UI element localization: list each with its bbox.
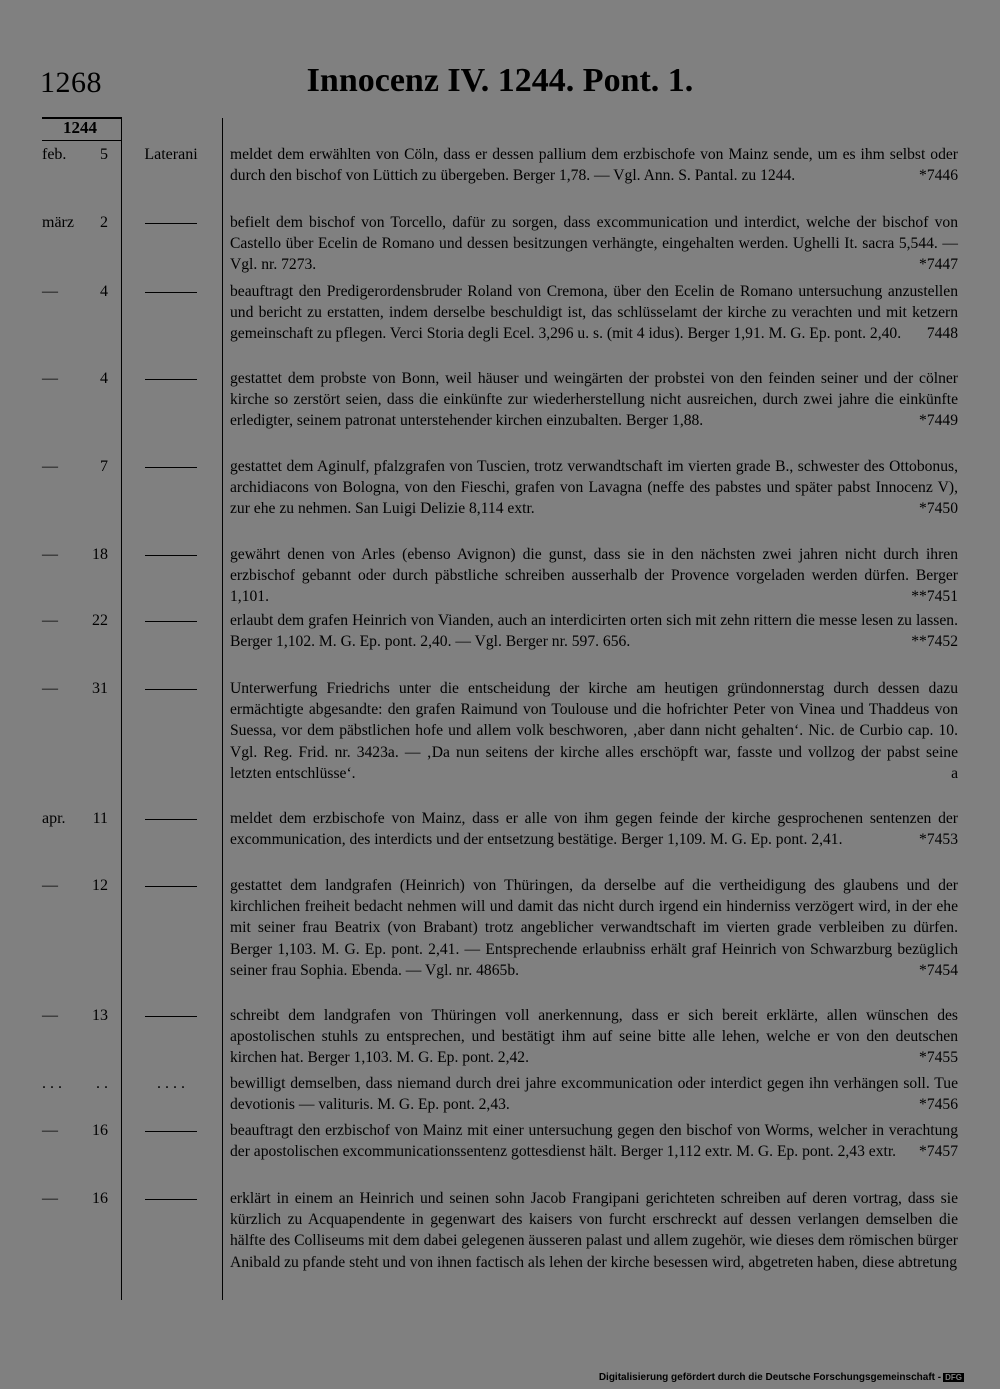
entry-body: meldet dem erwählten von Cöln, dass er dessen pallium dem erzbischofe von Mainz sende, um es ihm selbst oder durch den bischof von Lüttich zu übergeben. Berger 1,78. — Vgl. Ann. S. Pantal. zu 1244. (230, 146, 958, 185)
page-header (40, 62, 960, 112)
entry-text (230, 1120, 958, 1162)
entry-month: — (42, 1190, 58, 1207)
entry-body: gestattet dem Aginulf, pfalzgrafen von Tuscien, trotz verwandtschaft im vierten grade B., schwester des Ottobonus, archidiacons von Bologna, von den Fieschi, grafen von Lavagna (neffe des pabstes und später pabst Innocenz V), zur ehe zu nehmen. San Luigi Delizie 8,114 extr. (230, 458, 958, 518)
entry-month: märz (42, 214, 74, 231)
entry-place (126, 1005, 216, 1026)
entry-number: *7449 (919, 412, 958, 430)
entry-month: — (42, 458, 58, 475)
ditto-dash (145, 886, 197, 887)
entry-number: **7451 (911, 588, 958, 606)
entry-date (42, 144, 108, 165)
entry-date (42, 1188, 108, 1209)
entry-place: . . . . (157, 1075, 185, 1092)
entry-month: — (42, 546, 58, 563)
entry-body: befielt dem bischof von Torcello, dafür zu sorgen, dass excommunication und interdict, welche der bischof von Castello über Ecelin de Romano und dessen besitzungen verhängte, eingehalten werden. Ughelli It. sacra 5,544. — Vgl. nr. 7273. (230, 214, 958, 274)
ditto-dash (145, 1016, 197, 1017)
entry-text (230, 1188, 958, 1273)
entry-month: — (42, 283, 58, 300)
page-number: 1268 (40, 66, 102, 99)
entry-body: bewilligt demselben, dass niemand durch drei jahre excommunication oder interdict gegen ihn verhängen soll. Tue devotionis — valituris. M. G. Ep. pont. 2,43. (230, 1075, 958, 1114)
ditto-dash (145, 1131, 197, 1132)
entry-number: *7457 (919, 1143, 958, 1161)
entry-place: Laterani (144, 146, 198, 163)
entry-month: . . . (42, 1075, 62, 1092)
ditto-dash (145, 1199, 197, 1200)
entry-day: 16 (92, 1190, 108, 1207)
entry-body: beauftragt den erzbischof von Mainz mit einer untersuchung gegen den bischof von Worms, welcher in verachtung der apostolischen excommunicationssentenz gottesdienst hält. Berger 1,112 extr. M. G. Ep. pont. 2,43 extr. (230, 1122, 958, 1161)
entry-body: meldet dem erzbischofe von Mainz, dass er alle von ihm gegen feinde der kirche gesprochenen sentenzen der excommunication, des interdicts und der entsetzung bestätige. Berger 1,109. M. G. Ep. pont. 2,41. (230, 810, 958, 849)
ditto-dash (145, 292, 197, 293)
entry-month: apr. (42, 810, 66, 827)
entry-date (42, 610, 108, 631)
entry-date (42, 1073, 108, 1094)
entry-place (126, 544, 216, 565)
ditto-dash (145, 555, 197, 556)
credit-text: Digitalisierung gefördert durch die Deutsche Forschungsgemeinschaft - (598, 1372, 942, 1383)
entry-text (230, 808, 958, 850)
entry-place (126, 368, 216, 389)
entry-date (42, 808, 108, 829)
entry-text (230, 456, 958, 520)
year-heading: 1244 (63, 118, 97, 137)
entry-date (42, 456, 108, 477)
entry-month: — (42, 1122, 58, 1139)
entry-text (230, 144, 958, 186)
dfg-logo: DFG (945, 1373, 962, 1382)
entry-month: feb. (42, 146, 67, 163)
entry-date (42, 678, 108, 699)
entry-day: 22 (92, 612, 108, 629)
entry-text (230, 212, 958, 276)
entry-number: *7454 (919, 961, 958, 979)
entry-text (230, 281, 958, 345)
entry-number: *7453 (919, 831, 958, 849)
entry-month: — (42, 612, 58, 629)
year-rule (42, 140, 122, 141)
entry-day: 2 (100, 214, 108, 231)
entry-body: gestattet dem landgrafen (Heinrich) von Thüringen, da derselbe auf die vertheidigung des glaubens und der kirchlichen freiheit bedacht nehmen will und damit das nicht durch irgend ein hinderniss verzögert wird, in der ehe mit seiner frau Beatrix (von Brabant) trotz angeblicher verwandtschaft im vierten grade verbleiben zu dürfen. Berger 1,103. M. G. Ep. pont. 2,41. — Entsprechende erlaubniss erhält graf Heinrich von Schwarzburg bezüglich seiner frau Sophia. Ebenda. — Vgl. nr. 4865b. (230, 877, 958, 979)
entry-day: . . (96, 1075, 108, 1092)
entry-number: a (951, 764, 958, 782)
entry-text (230, 1005, 958, 1069)
entry-day: 13 (92, 1007, 108, 1024)
entry-place (126, 212, 216, 233)
entry-date (42, 875, 108, 896)
column-divider-place (222, 118, 223, 1300)
entry-text (230, 1073, 958, 1115)
entry-body: gewährt denen von Arles (ebenso Avignon) die gunst, dass sie in den nächsten zwei jahren nicht durch ihren erzbischof gebannt oder durch päbstliche schreiben ausserhalb der Provence vorgeladen werden dürfen. Berger 1,101. (230, 546, 958, 606)
entry-place (126, 1120, 216, 1141)
entry-place (126, 808, 216, 829)
entry-body: erklärt in einem an Heinrich und seinen sohn Jacob Frangipani gerichteten schreiben auf deren vortrag, dass sie kürzlich zu Acquapendente in gegenwart des kaisers von furcht erschreckt auf dessen verlangen demselben die hälfte des Colliseums mit dem dabei gelegenen äusseren palast und allem zugehör, wie dieses dem römischen bürger Anibald zu pfande steht und von ihnen factisch als lehen der kirche besessen wird, abgetreten haben, diese abtretung (230, 1190, 958, 1271)
entry-date (42, 281, 108, 302)
entry-text (230, 875, 958, 981)
entry-day: 4 (100, 370, 108, 387)
entry-number: *7456 (919, 1096, 958, 1114)
entry-place (126, 678, 216, 699)
entry-date (42, 1005, 108, 1026)
entry-day: 5 (100, 146, 108, 163)
entry-day: 7 (100, 458, 108, 475)
entry-body: gestattet dem probste von Bonn, weil häuser und weingärten der probstei von den feinden seiner und der cölner kirche so zerstört seien, dass die einkünfte zur wiederherstellung nicht ausreichen, durch zwei jahre die einkünfte erledigter, seinem patronat unterstehender kirchen einzubalten. Berger 1,88. (230, 370, 958, 430)
ditto-dash (145, 467, 197, 468)
entry-text (230, 678, 958, 784)
entry-body: beauftragt den Predigerordensbruder Roland von Cremona, über den Ecelin de Romano untersuchung anzustellen und bericht zu erstatten, indem derselbe beschuldigt ist, das schlüsselamt der kirche zu verachten und mit ketzern gemeinschaft zu pflegen. Verci Storia degli Ecel. 3,296 u. s. (mit 4 idus). Berger 1,91. M. G. Ep. pont. 2,40. (230, 283, 958, 343)
entry-day: 31 (92, 680, 108, 697)
entry-body: erlaubt dem grafen Heinrich von Vianden, auch an interdicirten orten sich mit zehn rittern die messe lesen zu lassen. Berger 1,102. M. G. Ep. pont. 2,40. — Vgl. Berger nr. 597. 656. (230, 612, 958, 651)
entry-number: *7446 (919, 167, 958, 185)
entry-month: — (42, 877, 58, 894)
entry-place (126, 281, 216, 302)
entry-number: **7452 (911, 633, 958, 651)
running-title: Innocenz IV. 1244. Pont. 1. (306, 62, 694, 99)
ditto-dash (145, 819, 197, 820)
entry-day: 16 (92, 1122, 108, 1139)
entry-date (42, 1120, 108, 1141)
entry-place (126, 456, 216, 477)
entry-date (42, 212, 108, 233)
entry-place (126, 1188, 216, 1209)
entry-month: — (42, 680, 58, 697)
entry-day: 18 (92, 546, 108, 563)
ditto-dash (145, 689, 197, 690)
entry-day: 12 (92, 877, 108, 894)
entry-body: Unterwerfung Friedrichs unter die entscheidung der kirche am heutigen gründonnerstag durch dessen dazu ermächtigte abgesandte: den grafen Raimund von Toulouse und die hofrichter Peter von Vinea und Thaddeus von Suessa, vor dem päbstlichen hofe und allem volk beschworen, ‚aber dann nicht gehalten‘. Nic. de Curbio cap. 10. Vgl. Reg. Frid. nr. 3423a. — ‚Da nun seitens der kirche alles erschöpft war, fasste und vollzog der pabst seine letzten entschlüsse‘. (230, 680, 958, 782)
entry-number: 7448 (926, 325, 958, 343)
entry-number: *7447 (919, 256, 958, 274)
ditto-dash (145, 379, 197, 380)
column-divider-date (121, 118, 122, 1300)
entry-day: 4 (100, 283, 108, 300)
digitization-credit (599, 1372, 964, 1383)
entry-text (230, 368, 958, 432)
entry-day: 11 (92, 810, 108, 827)
entry-date (42, 544, 108, 565)
entry-place (126, 875, 216, 896)
entry-number: *7455 (919, 1049, 958, 1067)
ditto-dash (145, 223, 197, 224)
entry-date (42, 368, 108, 389)
entry-body: schreibt dem landgrafen von Thüringen voll anerkennung, dass er sich bereit erklärte, allen wünschen des apostolischen stuhls zu entsprechen, und bestätigt ihm auf seine bitte alle lehen, welche er von den deutschen kirchen hat. Berger 1,103. M. G. Ep. pont. 2,42. (230, 1007, 958, 1067)
entry-number: *7450 (919, 500, 958, 518)
ditto-dash (145, 621, 197, 622)
entry-text (230, 610, 958, 652)
entry-month: — (42, 1007, 58, 1024)
entry-text (230, 544, 958, 608)
entry-place (126, 610, 216, 631)
entry-month: — (42, 370, 58, 387)
